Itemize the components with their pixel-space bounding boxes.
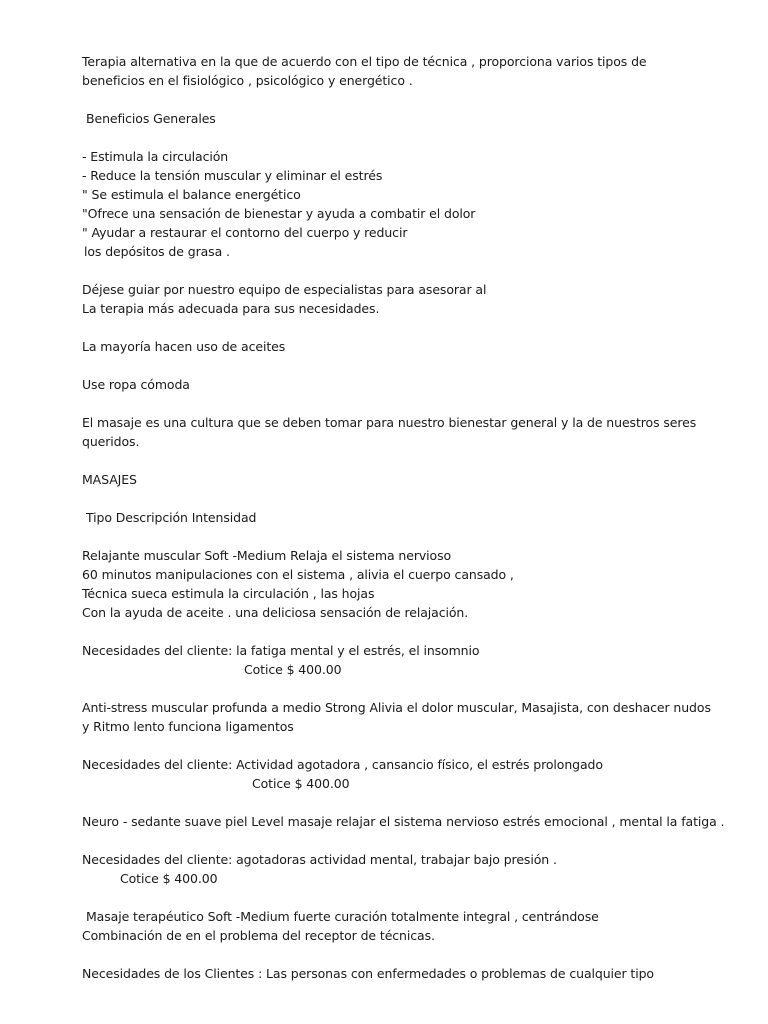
text-line: Neuro - sedante suave piel Level masaje relajar el sistema nervioso estrés emocional , mental la fatiga . [82,814,725,829]
text-line: Necesidades del cliente: la fatiga mental y el estrés, el insomnio [82,643,480,658]
paragraph-spacer [82,128,742,147]
text-line: La terapia más adecuada para sus necesidades. [82,301,380,316]
text-line: Terapia alternativa en la que de acuerdo con el tipo de técnica , proporciona varios tipos de [82,54,647,69]
paragraph-spacer [82,489,742,508]
paragraph-spacer [82,261,742,280]
paragraph-spacer [82,945,742,964]
text-line: Necesidades de los Clientes : Las personas con enfermedades o problemas de cualquier tipo [82,966,654,981]
text-line: beneficios en el fisiológico , psicológico y energético . [82,73,413,88]
text-line: Cotice $ 400.00 [252,776,350,791]
text-line: "Ofrece una sensación de bienestar y ayuda a combatir el dolor [82,206,476,221]
text-line: Cotice $ 400.00 [120,871,218,886]
text-line: Combinación de en el problema del receptor de técnicas. [82,928,435,943]
text-line: Necesidades del cliente: agotadoras actividad mental, trabajar bajo presión . [82,852,557,867]
text-line: Necesidades del cliente: Actividad agotadora , cansancio físico, el estrés prolongado [82,757,603,772]
paragraph-spacer [82,888,742,907]
paragraph-spacer [82,622,742,641]
text-line: " Ayudar a restaurar el contorno del cuerpo y reducir [82,225,408,240]
text-line: Déjese guiar por nuestro equipo de especialistas para asesorar al [82,282,487,297]
text-line: Cotice $ 400.00 [244,662,342,677]
text-line: " Se estimula el balance energético [82,187,301,202]
text-line: - Estimula la circulación [82,149,229,164]
paragraph-spacer [82,831,742,850]
paragraph-spacer [82,451,742,470]
text-line: los depósitos de grasa . [84,244,230,259]
text-line: La mayoría hacen uso de aceites [82,339,286,354]
paragraph-spacer [82,356,742,375]
text-line: Use ropa cómoda [82,377,190,392]
paragraph-spacer [82,318,742,337]
text-line: Masaje terapéutico Soft -Medium fuerte curación totalmente integral , centrándose [86,909,599,924]
text-line: Tipo Descripción Intensidad [86,510,257,525]
text-line: Con la ayuda de aceite . una deliciosa sensación de relajación. [82,605,469,620]
text-line: Técnica sueca estimula la circulación , las hojas [82,586,375,601]
text-line: - Reduce la tensión muscular y eliminar el estrés [82,168,383,183]
text-line: MASAJES [82,472,137,487]
text-line: queridos. [82,434,140,449]
text-line: Beneficios Generales [86,111,216,126]
text-line: El masaje es una cultura que se deben tomar para nuestro bienestar general y la de nuestros seres [82,415,697,430]
text-line: Anti-stress muscular profunda a medio Strong Alivia el dolor muscular, Masajista, con deshacer nudos [82,700,711,715]
text-line: Relajante muscular Soft -Medium Relaja el sistema nervioso [82,548,452,563]
paragraph-spacer [82,527,742,546]
text-line: y Ritmo lento funciona ligamentos [82,719,294,734]
text-line: 60 minutos manipulaciones con el sistema , alivia el cuerpo cansado , [82,567,514,582]
document-page [82,52,742,983]
paragraph-spacer [82,736,742,755]
paragraph-spacer [82,394,742,413]
paragraph-spacer [82,679,742,698]
paragraph-spacer [82,793,742,812]
paragraph-spacer [82,90,742,109]
